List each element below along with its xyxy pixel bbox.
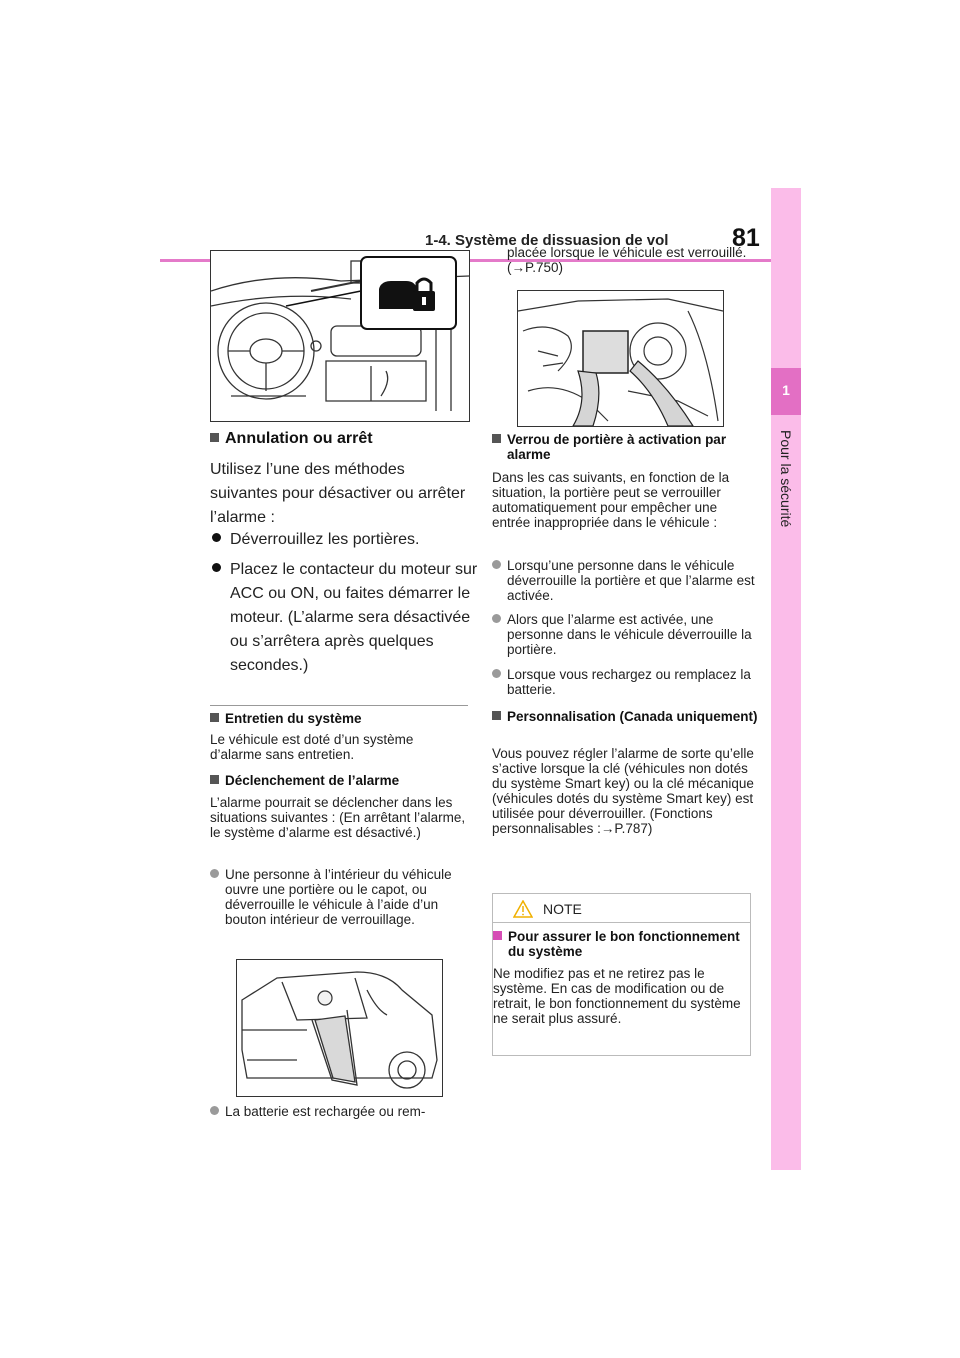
door-lock-heading: Verrou de portière à activation par alarme [492,432,769,462]
trigger-bullet-1: Une personne à l’intérieur du véhicule ouvre une portière ou le capot, ou déverrouille le véhicule à l’aide d’un bouton intérieur de verrouillage. [210,867,483,927]
bullet-dot [492,560,501,569]
chapter-label: Pour la sécurité [778,430,794,528]
cancel-bullet-1: Déverrouillez les portières. [212,528,486,552]
engine-hose [573,371,599,426]
heading-bullet-square [493,931,502,940]
bullet-dot [210,1106,219,1115]
heading-bullet-square [492,711,501,720]
note-box [492,893,751,1056]
bullet-dot [212,533,221,542]
door-lock-bullet-2: Alors que l’alarme est activée, une personne dans le véhicule déverrouille la portière. [492,612,769,657]
cancel-bullet-2: Placez le contacteur du moteur sur ACC ou ON, ou faites démarrer le moteur. (L’alarme sera désactivée ou s’arrêtera après quelques secondes.) [212,558,486,678]
trigger-heading: Déclenchement de l’alarme [210,773,468,788]
car-door-open-figure [236,959,443,1097]
section-divider [210,705,468,706]
trigger-bullet-2: La batterie est rechargée ou rem- [210,1104,483,1119]
car-door-illustration [237,960,442,1096]
trigger-bullet-2-continued: placée lorsque le véhicule est verrouillé. (→P.750) [507,245,747,275]
chapter-number: 1 [782,382,790,398]
page-number: 81 [732,224,760,252]
maintenance-text: Le véhicule est doté d’un système d’alarme sans entretien. [210,732,414,762]
note-title: NOTE [543,901,582,917]
heading-bullet-square [210,775,219,784]
bullet-dot [212,563,221,572]
cancel-heading: Annulation ou arrêt [210,430,468,448]
maintenance-heading: Entretien du système [210,711,468,726]
door-lock-bullet-3: Lorsque vous rechargez ou remplacez la batterie. [492,667,769,697]
door-lock-bullet-1: Lorsqu’une personne dans le véhicule déverrouille la portière et que l’alarme est activée. [492,558,769,603]
person-head [318,991,332,1005]
warning-triangle-icon [513,900,533,918]
dashboard-illustration [211,251,469,421]
heading-bullet-square [210,433,219,442]
trigger-text: L’alarme pourrait se déclencher dans les situations suivantes : (En arrêtant l’alarme, le système d’alarme est désactivé.) [210,795,466,840]
chapter-side-tab [771,188,801,1170]
bullet-dot [210,869,219,878]
dashboard-security-indicator-figure [210,250,470,422]
battery [583,331,628,373]
cancel-intro: Utilisez l’une des méthodes suivantes pour désactiver ou arrêter l’alarme : [210,461,466,526]
customization-heading: Personnalisation (Canada uniquement) [492,709,769,724]
note-text: Ne modifiez pas et ne retirez pas le système. En cas de modification ou de retrait, le bon fonctionnement du système ne serait plus assuré. [493,966,741,1026]
heading-bullet-square [492,434,501,443]
customization-text: Vous pouvez régler l’alarme de sorte qu’elle s’active lorsque la clé (véhicules non dotés du système Smart key) ou la clé mécanique (véhicules dotés du système Smart key) est utilisée pour déverrouiller. (Fonctions personnalisables :→P.787) [492,746,754,836]
heading-bullet-square [210,713,219,722]
section-title: 1-4. Système de dissuasion de vol [425,232,669,249]
bullet-dot [492,614,501,623]
engine-bay-illustration [518,291,723,426]
door-lock-text: Dans les cas suivants, en fonction de la situation, la portière peut se verrouiller automatiquement pour empêcher une entrée inappropriée dans le véhicule : [492,470,730,530]
note-heading: Pour assurer le bon fonctionnement du système [493,929,760,959]
note-header [493,894,750,923]
engine-bay-battery-figure [517,290,724,427]
bullet-dot [492,669,501,678]
